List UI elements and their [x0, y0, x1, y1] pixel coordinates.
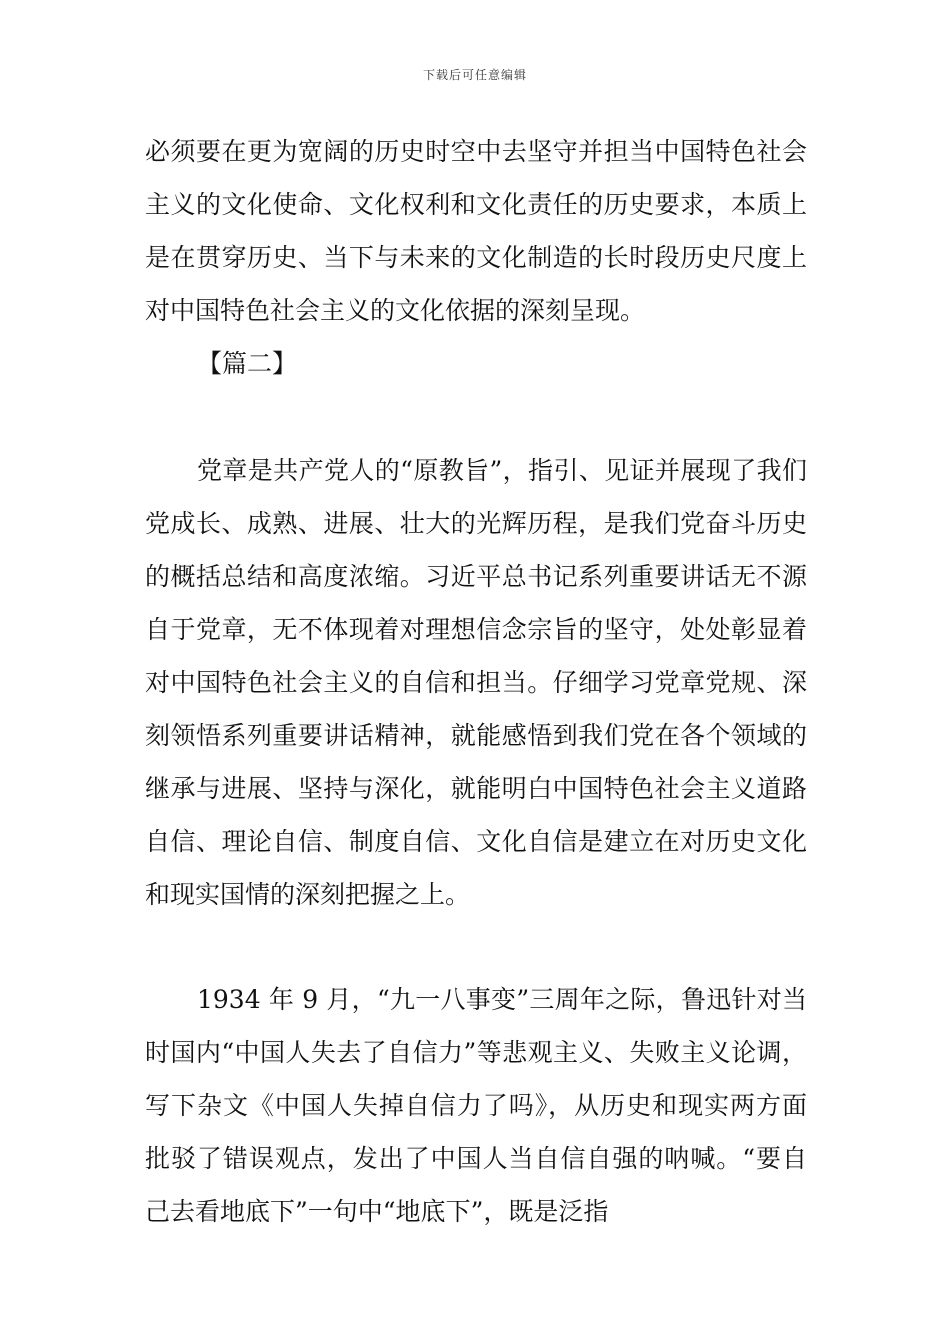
section-title: 【篇二】 — [197, 349, 298, 378]
paragraph-party-constitution: 党章是共产党人的“原教旨”，指引、见证并展现了我们党成长、成熟、进展、壮大的光辉历程，是我们党奋斗历史的概括总结和高度浓缩。习近平总书记系列重要讲话无不源自于党章，无不体现着对理想信念宗旨的坚守，处处彰显着对中国特色社会主义的自信和担当。仔细学习党章党规、深刻领悟系列重要讲话精神，就能感悟到我们党在各个领域的继承与进展、坚持与深化，就能明白中国特色社会主义道路自信、理论自信、制度自信、文化自信是建立在对历史文化和现实国情的深刻把握之上。 — [145, 456, 807, 909]
document-body — [145, 125, 807, 1238]
paragraph-continued: 必须要在更为宽阔的历史时空中去坚守并担当中国特色社会主义的文化使命、文化权利和文化责任的历史要求，本质上是在贯穿历史、当下与未来的文化制造的长时段历史尺度上对中国特色社会主义的文化依据的深刻呈现。 — [145, 137, 807, 325]
page-header: 下载后可任意编辑 — [422, 68, 527, 82]
paragraph-lu-xun: 1934 年 9 月，“九一八事变”三周年之际，鲁迅针对当时国内“中国人失去了自信力”等悲观主义、失败主义论调，写下杂文《中国人失掉自信力了吗》，从历史和现实两方面批驳了错误观点，发出了中国人当自信自强的呐喊。“要自己去看地底下”一句中“地底下”，既是泛指 — [145, 985, 807, 1226]
